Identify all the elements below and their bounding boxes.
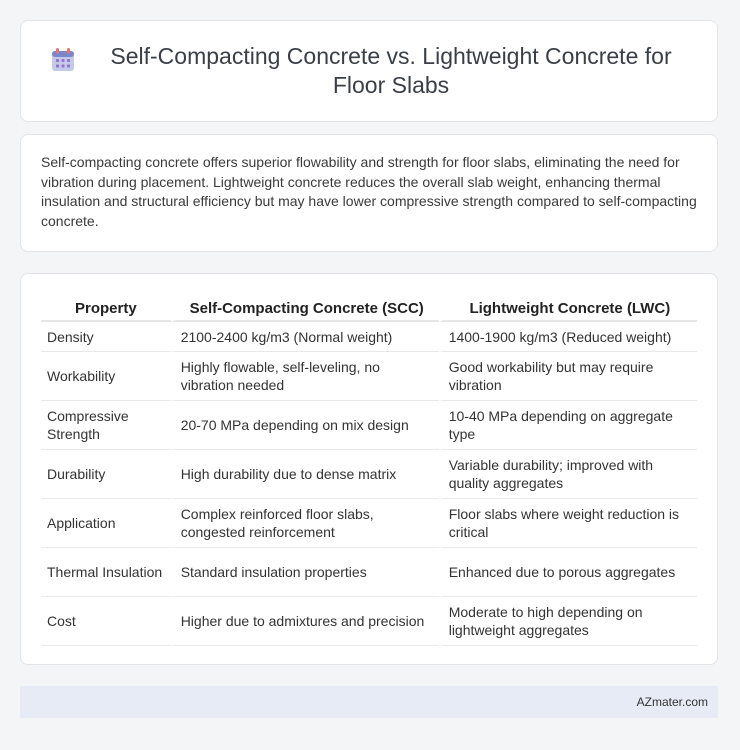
cell-scc: 20-70 MPa depending on mix design (171, 401, 439, 450)
cell-scc: Standard insulation properties (171, 548, 439, 597)
cell-scc: High durability due to dense matrix (171, 450, 439, 499)
header-lwc: Lightweight Concrete (LWC) (439, 294, 697, 322)
title-card (20, 20, 718, 122)
cell-property: Application (41, 499, 171, 548)
comparison-table (41, 294, 697, 646)
summary-card (20, 134, 718, 252)
table-row (41, 548, 697, 597)
header-property: Property (41, 294, 171, 322)
cell-lwc: Moderate to high depending on lightweight aggregates (439, 597, 697, 646)
summary-text: Self-compacting concrete offers superior flowability and strength for floor slabs, eliminating the need for vibration during placement. Lightweight concrete reduces the overall slab weight, enhancing thermal insulation and structural efficiency but may have lower compressive strength compared to self-compacting concrete. (41, 154, 697, 229)
cell-scc: Complex reinforced floor slabs, congested reinforcement (171, 499, 439, 548)
cell-lwc: Enhanced due to porous aggregates (439, 548, 697, 597)
table-row (41, 401, 697, 450)
cell-lwc: Floor slabs where weight reduction is critical (439, 499, 697, 548)
table-row (41, 322, 697, 352)
cell-property: Durability (41, 450, 171, 499)
cell-lwc: Good workability but may require vibration (439, 352, 697, 401)
cell-lwc: Variable durability; improved with quality aggregates (439, 450, 697, 499)
calendar-icon (49, 46, 77, 74)
cell-scc: Highly flowable, self-leveling, no vibration needed (171, 352, 439, 401)
cell-property: Thermal Insulation (41, 548, 171, 597)
cell-lwc: 10-40 MPa depending on aggregate type (439, 401, 697, 450)
header-scc: Self-Compacting Concrete (SCC) (171, 294, 439, 322)
cell-property: Density (41, 322, 171, 352)
table-header-row (41, 294, 697, 322)
cell-scc: Higher due to admixtures and precision (171, 597, 439, 646)
cell-property: Workability (41, 352, 171, 401)
cell-property: Cost (41, 597, 171, 646)
title-wrap (49, 42, 689, 100)
page-title: Self-Compacting Concrete vs. Lightweight Concrete for Floor Slabs (110, 43, 672, 98)
cell-property: Compressive Strength (41, 401, 171, 450)
table-row (41, 597, 697, 646)
table-row (41, 352, 697, 401)
table-row (41, 450, 697, 499)
cell-lwc: 1400-1900 kg/m3 (Reduced weight) (439, 322, 697, 352)
comparison-table-card (20, 273, 718, 665)
cell-scc: 2100-2400 kg/m3 (Normal weight) (171, 322, 439, 352)
table-row (41, 499, 697, 548)
footer-brand: AZmater.com (636, 695, 708, 709)
footer (20, 686, 718, 718)
